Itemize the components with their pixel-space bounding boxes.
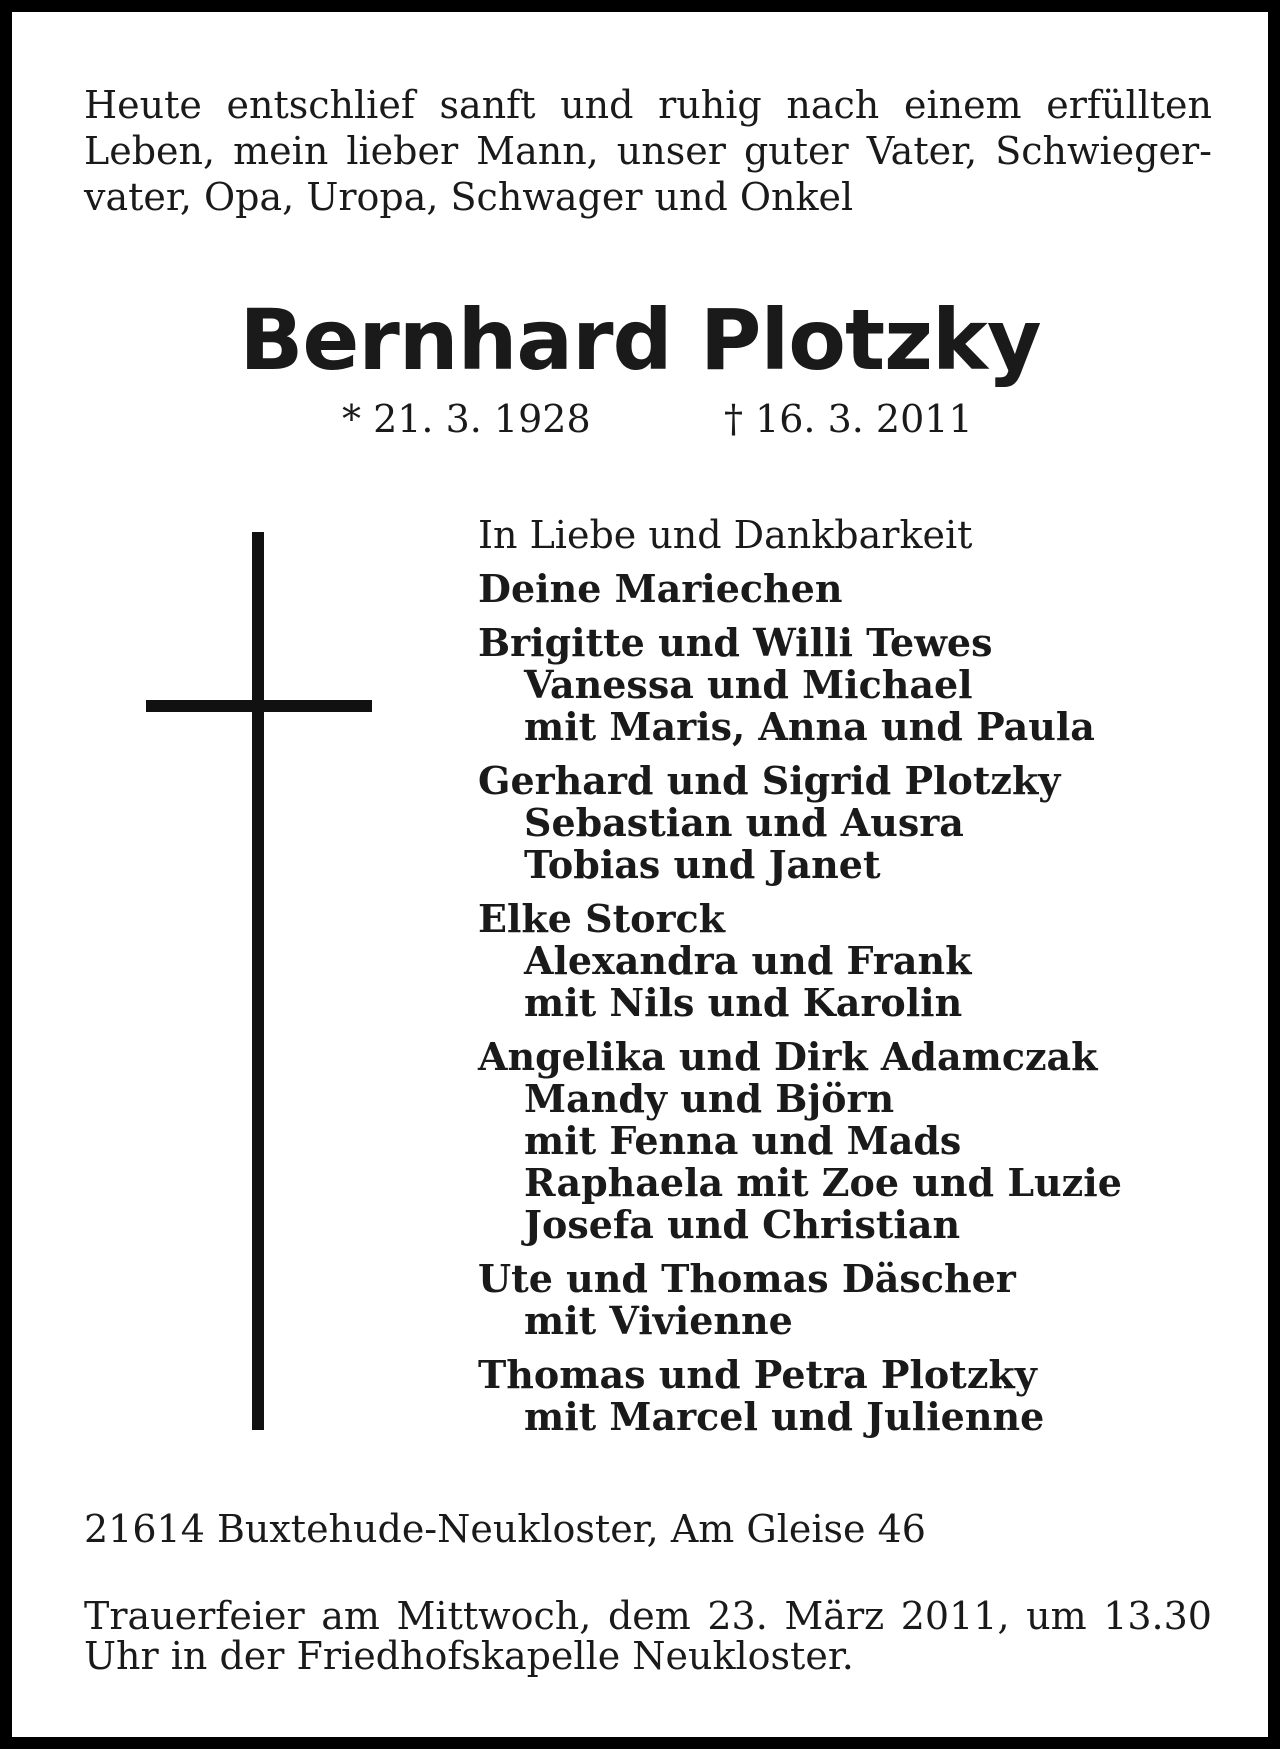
mourner-group	[478, 760, 1238, 886]
mourner-head: Angelika und Dirk Adamczak	[478, 1034, 1098, 1079]
thanks-line: In Liebe und Dankbarkeit	[478, 513, 973, 557]
mourner-sub: mit Fenna und Mads	[524, 1118, 962, 1163]
mourner-sub: Raphaela mit Zoe und Luzie	[524, 1160, 1122, 1205]
mourner-group	[478, 568, 1238, 610]
address: 21614 Buxtehude-Neukloster, Am Gleise 46	[84, 1507, 926, 1551]
mourner-sub: mit Vivienne	[524, 1298, 793, 1343]
mourner-head: Brigitte und Willi Tewes	[478, 620, 993, 665]
mourner-sub: mit Marcel und Julienne	[524, 1394, 1045, 1439]
mourner-sub: Tobias und Janet	[524, 842, 881, 887]
mourner-sub: Josefa und Christian	[524, 1202, 961, 1247]
intro-line: Heute entschlief sanft und ruhig nach einem erfüllten	[84, 83, 1212, 127]
deceased-name: Bernhard Plotzky	[239, 291, 1041, 389]
mourner-head: Elke Storck	[478, 896, 725, 941]
cross-icon	[146, 532, 372, 1430]
mourner-sub: Alexandra und Frank	[524, 938, 972, 983]
mourner-sub: mit Maris, Anna und Paula	[524, 704, 1095, 749]
mourner-head: Thomas und Petra Plotzky	[478, 1352, 1037, 1397]
mourners-list	[478, 514, 1238, 1450]
intro-text	[84, 82, 1212, 220]
mourner-sub: Vanessa und Michael	[524, 662, 973, 707]
mourner-group	[478, 898, 1238, 1024]
mourner-sub: mit Nils und Karolin	[524, 980, 963, 1025]
mourner-group	[478, 1354, 1238, 1438]
cross-horizontal-bar	[146, 700, 372, 712]
mourner-group	[478, 1258, 1238, 1342]
intro-line: vater, Opa, Uropa, Schwager und Onkel	[84, 175, 854, 219]
mourner-group	[478, 1036, 1238, 1246]
mourner-group	[478, 622, 1238, 748]
funeral-info	[84, 1596, 1212, 1676]
death-date: † 16. 3. 2011	[724, 397, 973, 441]
funeral-line: Trauerfeier am Mittwoch, dem 23. März 2011, um 13.30	[84, 1594, 1212, 1638]
funeral-line: Uhr in der Friedhofskapelle Neukloster.	[84, 1634, 854, 1678]
intro-line: Leben, mein lieber Mann, unser guter Vater, Schwieger-	[84, 129, 1212, 173]
mourner-sub: Mandy und Björn	[524, 1076, 895, 1121]
birth-date: * 21. 3. 1928	[342, 397, 591, 441]
mourner-head: Deine Mariechen	[478, 566, 843, 611]
mourner-head: Gerhard und Sigrid Plotzky	[478, 758, 1061, 803]
mourner-sub: Sebastian und Ausra	[524, 800, 964, 845]
cross-vertical-bar	[252, 532, 264, 1430]
mourner-head: Ute und Thomas Däscher	[478, 1256, 1016, 1301]
